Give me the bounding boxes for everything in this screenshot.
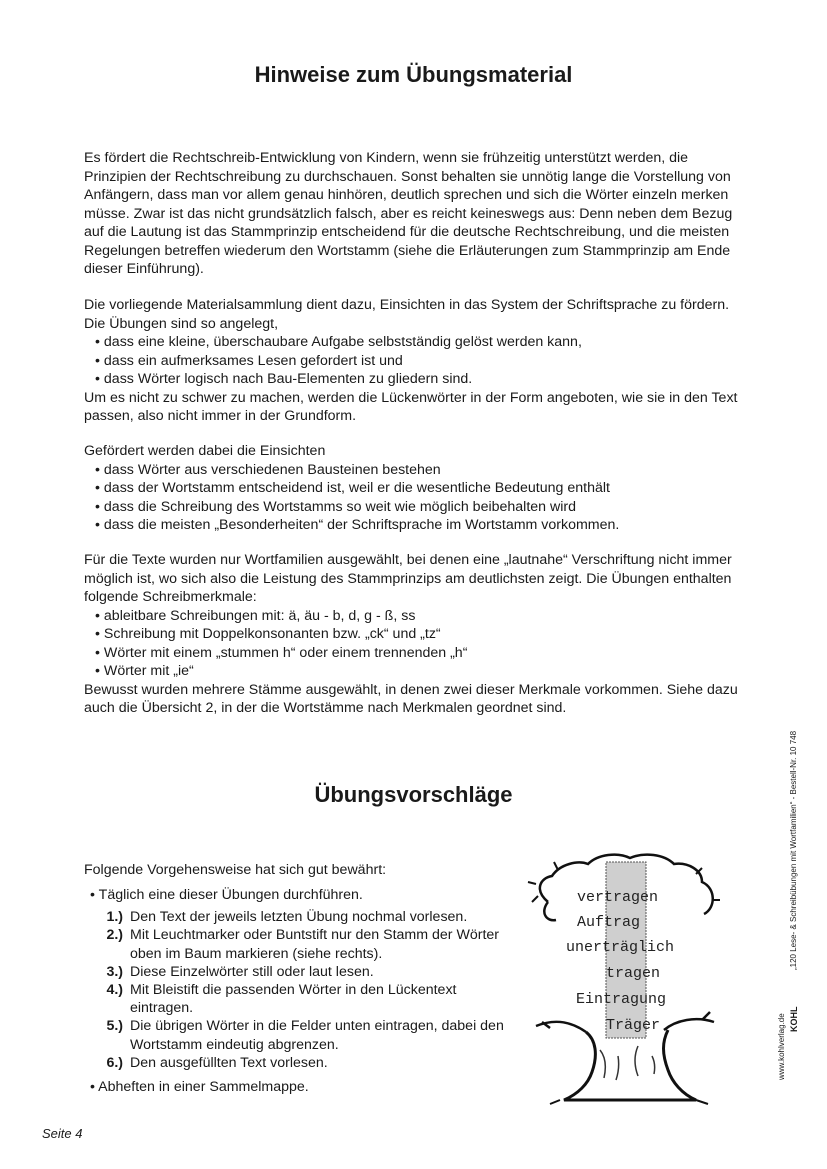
list-item: • dass eine kleine, überschaubare Aufgabe selbstständig gelöst werden kann, — [84, 333, 744, 352]
steps-list — [90, 886, 510, 1100]
step-text: Diese Einzelwörter still oder laut lesen. — [130, 963, 374, 980]
numbered-list — [90, 908, 510, 1072]
list-item: • dass Wörter logisch nach Bau-Elementen zu gliedern sind. — [84, 370, 744, 389]
section-title: Übungsvorschläge — [314, 782, 513, 807]
paragraph-intro: Die vorliegende Materialsammlung dient dazu, Einsichten in das System der Schriftsprache zu fördern. Die Übungen sind so angelegt, — [84, 297, 730, 332]
bullet-list — [84, 333, 744, 389]
suggestion-intro: Folgende Vorgehensweise hat sich gut bewährt: — [84, 862, 387, 878]
publisher-url: www.kohlverlag.de — [777, 1013, 786, 1080]
features-paragraph — [84, 551, 744, 718]
step-number: 3.) — [106, 963, 123, 980]
list-item: • dass die Schreibung des Wortstamms so weit wie möglich beibehalten wird — [84, 498, 744, 517]
intro-paragraph — [84, 149, 744, 279]
step-number: 5.) — [106, 1018, 123, 1035]
page-number: Seite 4 — [42, 1126, 83, 1141]
side-margin-info — [769, 660, 809, 1080]
step-text: Mit Bleistift die passenden Wörter in den Lückentext eintragen. — [130, 982, 457, 1017]
step-text: Den Text der jeweils letzten Übung nochmal vorlesen. — [130, 909, 468, 926]
tree-word: vertragen — [577, 889, 659, 906]
bark-lines — [600, 1046, 655, 1080]
paragraph-text: Es fördert die Rechtschreib-Entwicklung von Kindern, wenn sie frühzeitig unterstützt werden, die Prinzipien der Rechtschreibung zu durchschauen. Sonst behalten sie unnötig lange die Vorstellung von Anfängern, dass man vor allem genau hinhören, deutlich sprechen und sich die Wörter einzeln merken müsse. Zwar ist das nicht grundsätzlich falsch, aber es reicht keineswegs aus: Denn neben dem Bezug auf die Lautung ist das Stammprinzip entscheidend für die deutsche Rechtschreibung, und die meisten Regelungen betreffen wiederum den Wortstamm (siehe die Erläuterungen zum Stammprinzip am Ende dieser Einführung). — [84, 150, 733, 277]
list-item: • dass der Wortstamm entscheidend ist, weil er die wesentliche Bedeutung enthält — [84, 479, 744, 498]
insights-paragraph — [84, 442, 744, 535]
tree-word: unerträglich — [566, 939, 675, 956]
tree-word: Auftrag — [577, 914, 641, 931]
list-item — [90, 908, 510, 926]
paragraph-outro: Um es nicht zu schwer zu machen, werden die Lückenwörter in der Form angeboten, wie sie in den Text passen, also nicht immer in der Grundform. — [84, 389, 738, 424]
paragraph-intro: Gefördert werden dabei die Einsichten — [84, 443, 326, 459]
list-item: • ableitbare Schreibungen mit: ä, äu - b, d, g - ß, ss — [84, 607, 744, 626]
tree-word: tragen — [606, 965, 661, 982]
top-bullet: • Abheften in einer Sammelmappe. — [90, 1078, 510, 1096]
word-tree-illustration — [526, 850, 722, 1106]
step-number: 6.) — [106, 1054, 123, 1071]
step-text: Mit Leuchtmarker oder Buntstift nur den Stamm der Wörter oben im Baum markieren (siehe rechts). — [130, 927, 500, 962]
list-item: • dass Wörter aus verschiedenen Bausteinen bestehen — [84, 461, 744, 480]
list-item: • Wörter mit „ie“ — [84, 662, 744, 681]
step-number: 1.) — [106, 909, 123, 926]
list-item — [90, 981, 510, 1017]
step-number: 4.) — [106, 982, 123, 999]
list-item: • dass ein aufmerksames Lesen gefordert ist und — [84, 352, 744, 371]
book-title-order-number: „120 Lese- & Schreibübungen mit Wortfamilien“ - Bestell-Nr. 10 748 — [789, 730, 798, 970]
paragraph-intro: Für die Texte wurden nur Wortfamilien ausgewählt, bei denen eine „lautnahe“ Verschriftung nicht immer möglich ist, wo sich also die Leistung des Stammprinzips am deutlichsten zeigt. Die Übungen enthalten folgende Schreibmerkmale: — [84, 552, 732, 605]
step-text: Den ausgefüllten Text vorlesen. — [130, 1054, 328, 1071]
list-item — [90, 926, 510, 962]
step-number: 2.) — [106, 927, 123, 944]
list-item — [90, 1017, 510, 1053]
bullet-list — [84, 461, 744, 535]
tree-word: Eintragung — [576, 991, 667, 1008]
material-paragraph — [84, 296, 744, 426]
list-item — [90, 963, 510, 981]
step-text: Die übrigen Wörter in die Felder unten eintragen, dabei den Wortstamm eindeutig abgrenzen. — [130, 1018, 504, 1053]
top-bullet: • Täglich eine dieser Übungen durchführen. — [90, 886, 510, 904]
list-item — [90, 1054, 510, 1072]
paragraph-outro: Bewusst wurden mehrere Stämme ausgewählt, in denen zwei dieser Merkmale vorkommen. Siehe dazu auch die Übersicht 2, in der die Wortstämme nach Merkmalen geordnet sind. — [84, 681, 738, 716]
publisher-logo: KOHL — [789, 1006, 799, 1032]
bullet-list — [84, 607, 744, 681]
list-item: • Wörter mit einem „stummen h“ oder einem trennenden „h“ — [84, 644, 744, 663]
page-title: Hinweise zum Übungsmaterial — [254, 62, 573, 87]
list-item: • dass die meisten „Besonderheiten“ der Schriftsprache im Wortstamm vorkommen. — [84, 516, 744, 535]
tree-word: Träger — [606, 1017, 661, 1034]
list-item: • Schreibung mit Doppelkonsonanten bzw. „ck“ und „tz“ — [84, 625, 744, 644]
tree-trunk — [564, 1030, 696, 1100]
